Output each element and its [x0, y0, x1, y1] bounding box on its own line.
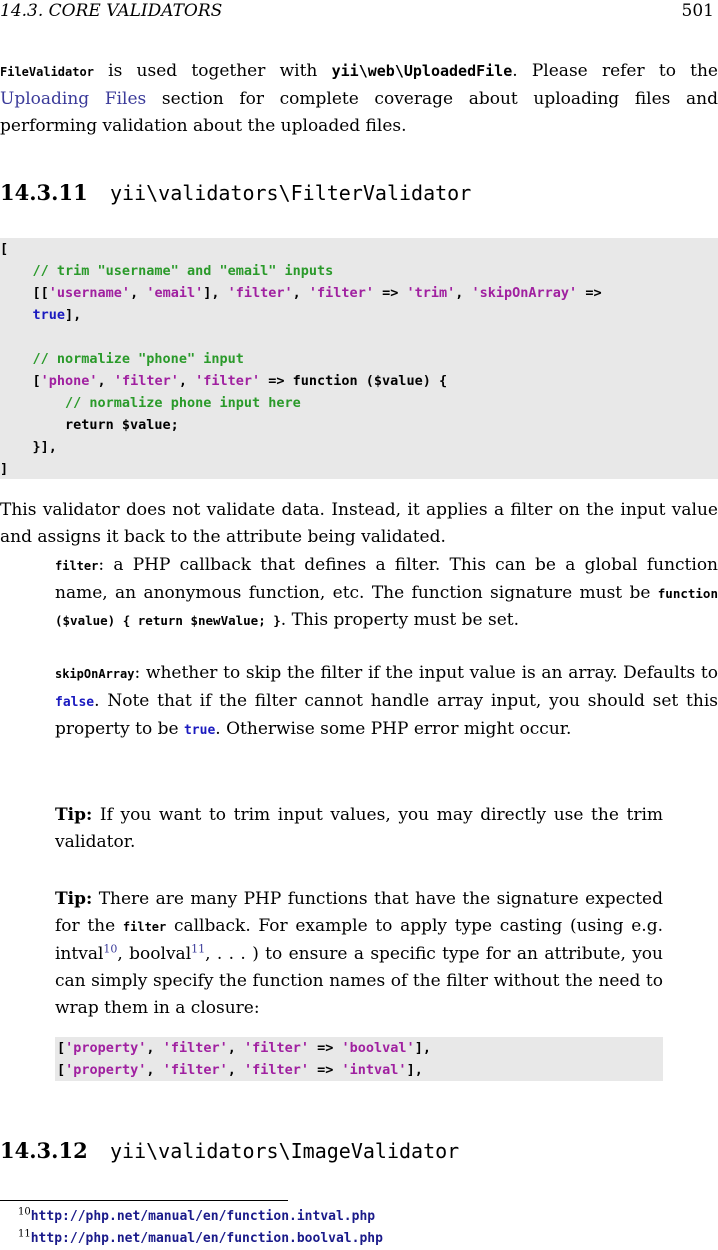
code-line: [ [0, 241, 9, 257]
tip-text: , . . . ) to ensure a specific type for an attribute, you can simply specify the function names of the filter without the need to wrap them in a closure: [55, 944, 663, 1018]
section-number: 14.3.12 [0, 1138, 88, 1163]
footnote-ref-10[interactable]: 10 [103, 942, 118, 956]
code-line: }], [0, 439, 57, 455]
property-key: filter [55, 559, 99, 573]
property-filter [55, 552, 718, 634]
tip-text: There are many PHP functions that have the signature expected for the [55, 889, 663, 936]
code-block-closure-example [55, 1037, 663, 1081]
validator-description: This validator does not validate data. Instead, it applies a filter on the input value and assigns it back to the attribute being validated. [0, 500, 718, 547]
file-validator-code: FileValidator [0, 65, 94, 79]
property-code-false: false [55, 695, 95, 710]
code-line: true], [32, 307, 82, 323]
tip-trim [55, 802, 663, 856]
uploading-files-link[interactable]: Uploading Files [0, 89, 147, 109]
footnote-url[interactable]: http://php.net/manual/en/function.boolval.php [30, 1231, 383, 1246]
footnote-url[interactable]: http://php.net/manual/en/function.intval.php [30, 1209, 376, 1224]
section-title: yii\validators\FilterValidator [110, 181, 472, 205]
tip-label: Tip: [55, 805, 93, 825]
section-number: 14.3.11 [0, 180, 88, 205]
code-line: ['property', 'filter', 'filter' => 'intval'], [57, 1062, 423, 1078]
tip-code-filter: filter [122, 920, 167, 934]
code-line: // normalize phone input here [65, 395, 301, 411]
property-key: skipOnArray [55, 667, 135, 681]
property-text: . Note that if the filter cannot handle array input, you should set this property to be [55, 691, 718, 739]
property-text: : a PHP callback that defines a filter. This can be a global function name, an anonymous function, etc. The function signature must be [55, 555, 718, 603]
tip-label: Tip: [55, 889, 93, 909]
code-block-filter-example [0, 238, 718, 479]
tip-text: , boolval [117, 944, 192, 964]
intro-text-2: . Please refer to the [512, 61, 718, 81]
intro-paragraph [0, 58, 718, 140]
section-title: yii\validators\ImageValidator [110, 1139, 460, 1163]
footnote-rule [0, 1200, 288, 1201]
intro-text-3: section for complete coverage about uploading files and performing validation about the uploaded files. [0, 89, 718, 136]
running-head [0, 0, 718, 22]
property-text: . This property must be set. [280, 610, 519, 630]
tip-text: callback. For example to apply type casting (using e.g. intval [55, 916, 663, 964]
intro-text-1: is used together with [93, 61, 332, 81]
code-line: ['property', 'filter', 'filter' => 'boolval'], [57, 1040, 431, 1056]
property-text: . Otherwise some PHP error might occur. [215, 719, 572, 739]
code-line: // normalize "phone" input [32, 351, 244, 367]
running-head-section: 14.3. CORE VALIDATORS [0, 1, 223, 21]
footnote-10 [18, 1205, 375, 1228]
section-heading-12 [0, 1136, 459, 1166]
code-line: [['username', 'email'], 'filter', 'filter' => 'trim', 'skipOnArray' => [0, 285, 602, 301]
tip-php-functions [55, 886, 663, 1022]
property-code-true: true [183, 723, 216, 738]
property-skiponarray [55, 660, 718, 744]
property-text: : whether to skip the filter if the input value is an array. Defaults to [134, 663, 718, 683]
property-code: function ($value) { return $newValue; } [55, 586, 718, 628]
footnote-ref-11[interactable]: 11 [191, 942, 206, 956]
footnote-number: 10 [18, 1206, 31, 1218]
tip-text: If you want to trim input values, you may directly use the trim validator. [55, 805, 663, 852]
code-line: ] [0, 461, 9, 477]
code-line: // trim "username" and "email" inputs [32, 263, 334, 279]
footnote-number: 11 [18, 1228, 31, 1240]
code-line: ['phone', 'filter', 'filter' => function ($value) { [0, 373, 448, 389]
code-line: return $value; [0, 417, 179, 433]
uploaded-file-code: yii\web\UploadedFile [331, 62, 513, 80]
section-heading-11 [0, 178, 471, 208]
page-number: 501 [681, 1, 714, 21]
